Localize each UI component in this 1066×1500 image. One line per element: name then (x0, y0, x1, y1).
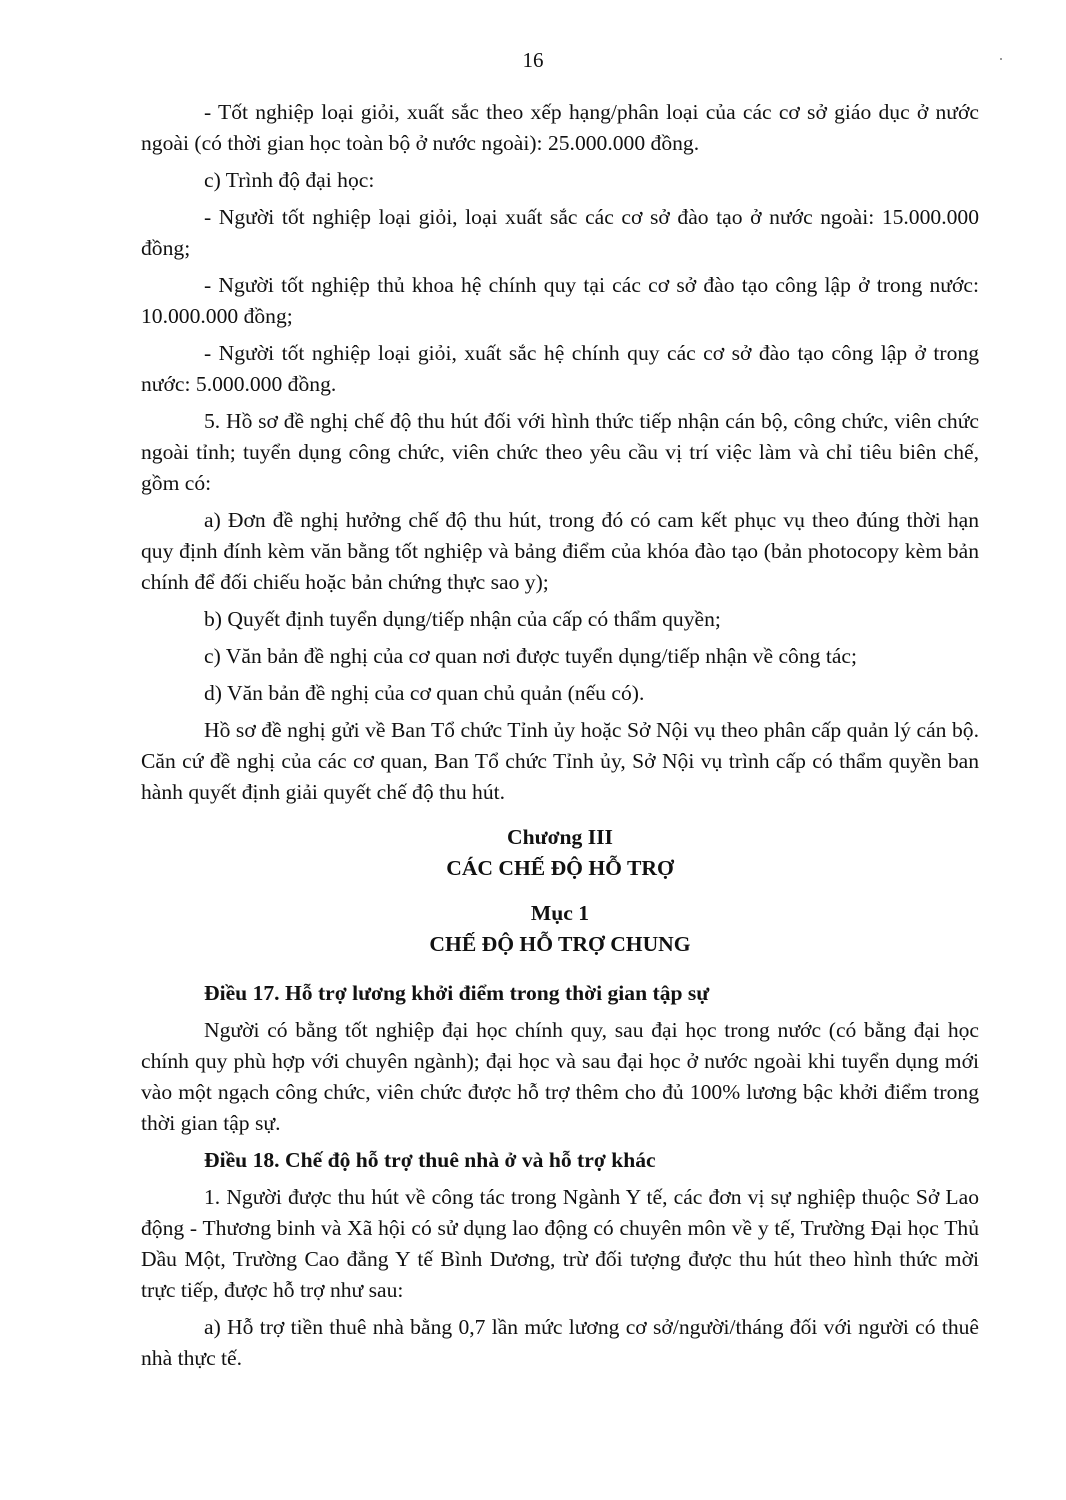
chapter-heading (141, 822, 979, 884)
paragraph: - Tốt nghiệp loại giỏi, xuất sắc theo xếp hạng/phân loại của các cơ sở giáo dục ở nước ngoài (có thời gian học toàn bộ ở nước ngoài): 25.000.000 đồng. (141, 100, 979, 155)
paragraph: 5. Hồ sơ đề nghị chế độ thu hút đối với hình thức tiếp nhận cán bộ, công chức, viên chức ngoài tỉnh; tuyển dụng công chức, viên chức theo yêu cầu vị trí việc làm và chỉ tiêu biên chế, gồm có: (141, 409, 979, 495)
paragraph: - Người tốt nghiệp loại giỏi, xuất sắc hệ chính quy các cơ sở đào tạo công lập ở trong nước: 5.000.000 đồng. (141, 341, 979, 396)
paragraph: - Người tốt nghiệp loại giỏi, loại xuất sắc các cơ sở đào tạo ở nước ngoài: 15.000.000 đồng; (141, 205, 979, 260)
article-18-title: Điều 18. Chế độ hỗ trợ thuê nhà ở và hỗ trợ khác (204, 1148, 656, 1172)
paragraph: Người có bằng tốt nghiệp đại học chính quy, sau đại học trong nước (có bằng đại học chính quy phù hợp với chuyên ngành); đại học và sau đại học ở nước ngoài khi tuyển dụng mới vào một ngạch công chức, viên chức được hỗ trợ thêm cho đủ 100% lương bậc khởi điểm trong thời gian tập sự. (141, 1018, 979, 1135)
section-heading (141, 898, 979, 960)
article-17-title: Điều 17. Hỗ trợ lương khởi điểm trong thời gian tập sự (204, 981, 710, 1005)
paragraph: 1. Người được thu hút về công tác trong Ngành Y tế, các đơn vị sự nghiệp thuộc Sở Lao động - Thương binh và Xã hội có sử dụng lao động có chuyên môn về y tế, Trường Đại học Thủ Dầu Một, Trường Cao đẳng Y tế Bình Dương, trừ đối tượng được thu hút theo hình thức mời trực tiếp, được hỗ trợ như sau: (141, 1185, 979, 1302)
paragraph: Hồ sơ đề nghị gửi về Ban Tổ chức Tỉnh ủy hoặc Sở Nội vụ theo phân cấp quản lý cán bộ. Căn cứ đề nghị của các cơ quan, Ban Tổ chức Tỉnh ủy, Sở Nội vụ trình cấp có thẩm quyền ban hành quyết định giải quyết chế độ thu hút. (141, 718, 979, 804)
paragraph: c) Trình độ đại học: (204, 168, 375, 192)
section-title: CHẾ ĐỘ HỖ TRỢ CHUNG (429, 932, 691, 956)
paragraph: d) Văn bản đề nghị của cơ quan chủ quản (nếu có). (204, 681, 645, 705)
section-label: Mục 1 (530, 901, 590, 925)
chapter-label: Chương III (507, 825, 613, 849)
document-body (141, 97, 979, 1380)
scan-speck (1000, 58, 1002, 60)
paragraph: a) Hỗ trợ tiền thuê nhà bằng 0,7 lần mức lương cơ sở/người/tháng đối với người có thuê nhà thực tế. (141, 1315, 979, 1370)
paragraph: b) Quyết định tuyển dụng/tiếp nhận của cấp có thẩm quyền; (204, 607, 721, 631)
paragraph: c) Văn bản đề nghị của cơ quan nơi được tuyển dụng/tiếp nhận về công tác; (204, 644, 857, 668)
paragraph: a) Đơn đề nghị hưởng chế độ thu hút, trong đó có cam kết phục vụ theo đúng thời hạn quy định đính kèm văn bằng tốt nghiệp và bảng điểm của khóa đào tạo (bản photocopy kèm bản chính để đối chiếu hoặc bản chứng thực sao y); (141, 508, 979, 594)
chapter-title: CÁC CHẾ ĐỘ HỖ TRỢ (446, 856, 674, 880)
page-number: 16 (522, 48, 544, 72)
paragraph: - Người tốt nghiệp thủ khoa hệ chính quy tại các cơ sở đào tạo công lập ở trong nước: 10.000.000 đồng; (141, 273, 979, 328)
